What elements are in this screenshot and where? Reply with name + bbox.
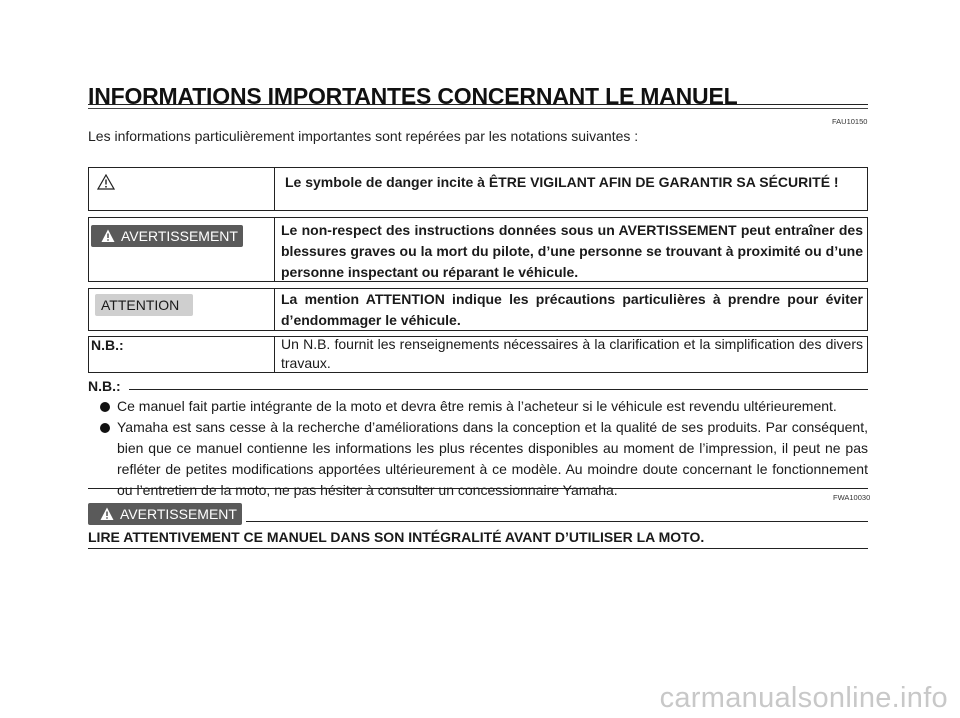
hazard-triangle-icon — [97, 174, 115, 190]
attention-label: ATTENTION — [101, 297, 180, 313]
nb-bullet-list — [100, 396, 871, 502]
bullet-icon — [100, 402, 110, 412]
nb-rule — [129, 389, 868, 390]
avertissement-badge — [91, 225, 243, 247]
attention-badge — [95, 294, 193, 316]
page-title: INFORMATIONS IMPORTANTES CONCERNANT LE MANUEL — [88, 83, 738, 109]
list-item-text: Yamaha est sans cesse à la recherche d’améliorations dans la conception et la qualité de ses produits. Par conséquent, bien que ce manuel contienne les informations les plus récentes disponibles au moment de l’impression, il peut ne pas refléter de petites modifications apportées ultérieurement à ce modèle. Au moindre doute concernant le fonctionnement ou l’entretien de la moto, ne pas hésiter à consulter un concessionnaire Yamaha. — [117, 419, 868, 498]
warning-triangle-icon — [100, 507, 114, 521]
title-rule-secondary — [88, 108, 868, 109]
notice-avertissement — [88, 217, 868, 282]
avertissement-label: AVERTISSEMENT — [121, 228, 238, 244]
warning-triangle-icon — [101, 229, 115, 243]
notice-label-cell — [89, 289, 275, 330]
notice-text: Le non-respect des instructions données sous un AVERTISSEMENT peut entraîner des blessures graves ou la mort du pilote, d’une personne se trouvant à proximité ou d’une personne inspectant ou réparant le véhicule. — [281, 222, 863, 280]
list-item-text: Ce manuel fait partie intégrante de la moto et devra être remis à l’acheteur si le véhicule est revendu ultérieurement. — [117, 398, 837, 414]
notice-attention — [88, 288, 868, 331]
notice-text: La mention ATTENTION indique les précautions particulières à prendre pour éviter d’endommager le véhicule. — [281, 291, 863, 328]
watermark: carmanualsonline.info — [659, 682, 948, 714]
notice-label-cell — [89, 337, 275, 372]
warning-rule — [246, 521, 868, 522]
notice-text: Un N.B. fournit les renseignements nécessaires à la clarification et la simplification des divers travaux. — [281, 336, 863, 371]
warning-code: FWA10030 — [833, 493, 871, 502]
notice-label-cell — [89, 218, 275, 281]
notice-label-cell — [89, 168, 275, 210]
notice-text: Le symbole de danger incite à ÊTRE VIGILANT AFIN DE GARANTIR SA SÉCURITÉ ! — [285, 174, 839, 190]
final-avertissement-badge — [88, 503, 242, 525]
final-warning-text: LIRE ATTENTIVEMENT CE MANUEL DANS SON INTÉGRALITÉ AVANT D’UTILISER LA MOTO. — [88, 529, 705, 545]
final-rule — [88, 548, 868, 549]
bullet-icon — [100, 423, 110, 433]
notice-nb — [88, 336, 868, 373]
nb-label: N.B.: — [91, 337, 124, 353]
list-item — [100, 396, 868, 417]
section-end-rule — [88, 488, 868, 489]
title-rule — [88, 104, 868, 105]
nb-section-heading: N.B.: — [88, 378, 121, 394]
section-code: FAU10150 — [832, 117, 868, 126]
intro-text: Les informations particulièrement importantes sont repérées par les notations suivantes : — [88, 128, 639, 144]
final-avertissement-label: AVERTISSEMENT — [120, 506, 237, 522]
notice-hazard-symbol — [88, 167, 868, 211]
